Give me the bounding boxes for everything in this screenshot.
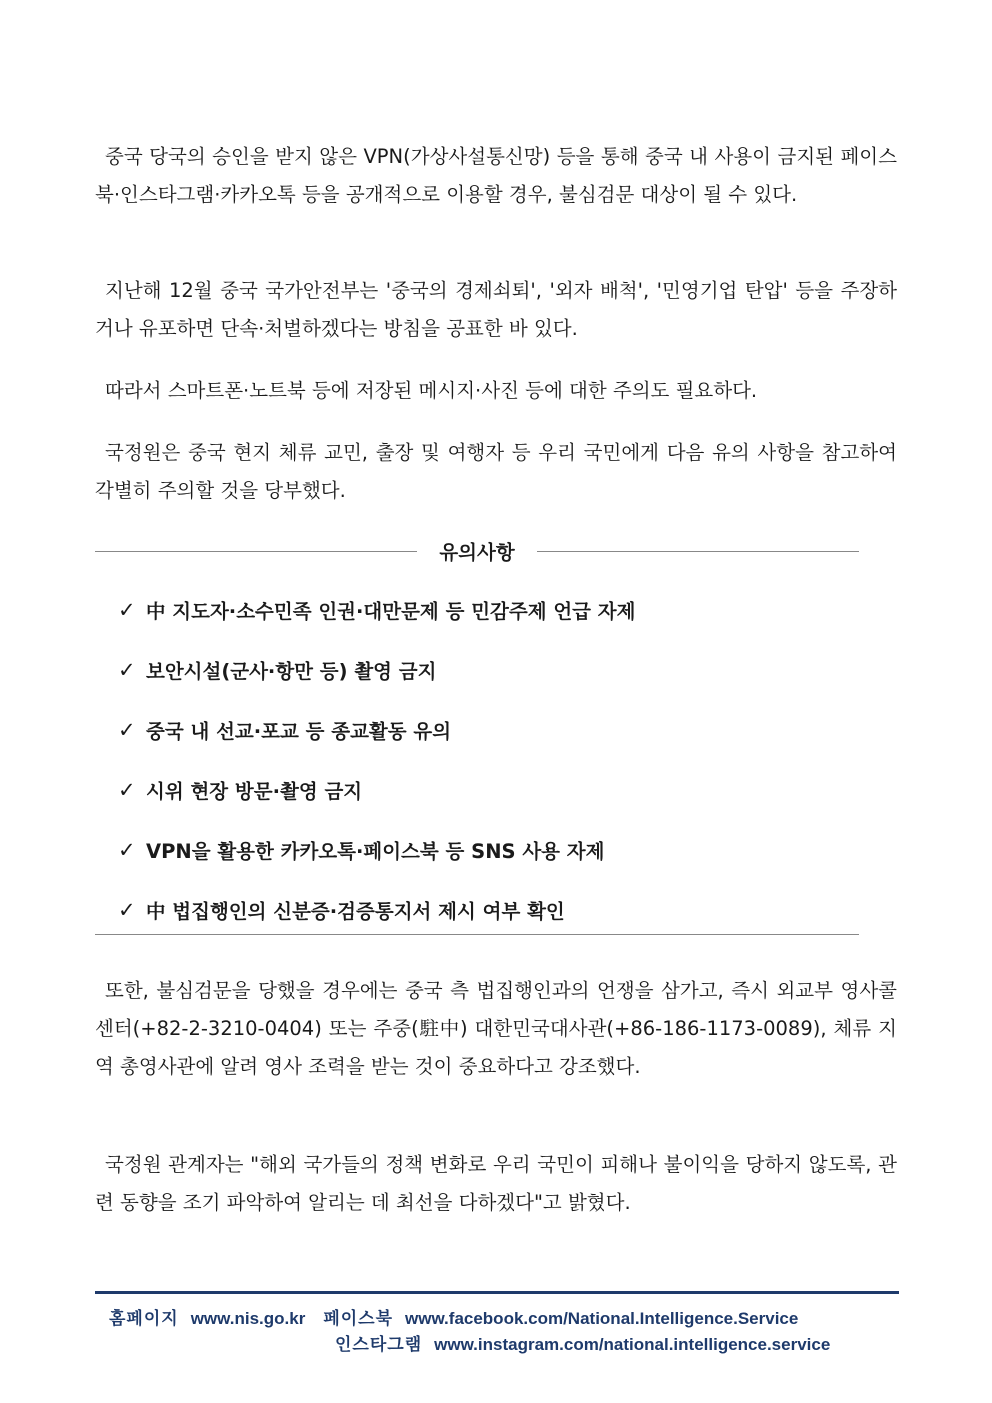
notice-item [118, 880, 635, 940]
checkmark-icon: ✓ [118, 838, 136, 862]
paragraph-device-caution: 따라서 스마트폰·노트북 등에 저장된 메시지·사진 등에 대한 주의도 필요하다. [105, 379, 758, 402]
homepage-label: 홈페이지 [109, 1309, 179, 1328]
divider-right [537, 551, 859, 552]
notice-header [95, 536, 859, 566]
divider-left [95, 551, 417, 552]
notice-item-text: 보안시설(군사·항만 등) 촬영 금지 [146, 660, 437, 683]
homepage-link[interactable]: www.nis.go.kr [190, 1309, 306, 1328]
notice-item [118, 700, 635, 760]
facebook-link[interactable]: www.facebook.com/National.Intelligence.Service [405, 1309, 799, 1328]
paragraph-official-quote: 국정원 관계자는 "해외 국가들의 정책 변화로 우리 국민이 피해나 불이익을 당하지 않도록, 관련 동향을 조기 파악하여 알리는 데 최선을 다하겠다"고 밝혔다. [95, 1153, 897, 1214]
paragraph-nis-advisory: 국정원은 중국 현지 체류 교민, 출장 및 여행자 등 우리 국민에게 다음 유의 사항을 참고하여 각별히 주의할 것을 당부했다. [95, 441, 897, 502]
notice-item-text: VPN을 활용한 카카오톡·페이스북 등 SNS 사용 자제 [146, 840, 605, 863]
notice-bottom-divider [95, 934, 859, 935]
checkmark-icon: ✓ [118, 598, 136, 622]
footer-divider [95, 1291, 899, 1294]
checkmark-icon: ✓ [118, 778, 136, 802]
paragraph-consular-contact: 또한, 불심검문을 당했을 경우에는 중국 측 법집행인과의 언쟁을 삼가고, 즉시 외교부 영사콜센터(+82-2-3210-0404) 또는 주중(駐中) 대한민국대사관(+86-186-1173-0089), 체류 지역 총영사관에 알려 영사 조력을 받는 것이 중요하다고 강조했다. [95, 979, 897, 1078]
notice-item [118, 580, 635, 640]
footer-line-2 [95, 1330, 992, 1355]
instagram-link[interactable]: www.instagram.com/national.intelligence.service [434, 1335, 831, 1354]
notice-item [118, 760, 635, 820]
notice-item-text: 중국 내 선교·포교 등 종교활동 유의 [146, 720, 452, 743]
notice-list [118, 580, 635, 940]
notice-item [118, 640, 635, 700]
facebook-label: 페이스북 [323, 1309, 394, 1328]
paragraph-vpn-warning: 중국 당국의 승인을 받지 않은 VPN(가상사설통신망) 등을 통해 중국 내 사용이 금지된 페이스북·인스타그램·카카오톡 등을 공개적으로 이용할 경우, 불심검문 대상이 될 수 있다. [95, 145, 897, 206]
checkmark-icon: ✓ [118, 898, 136, 922]
notice-title: 유의사항 [439, 541, 515, 564]
notice-item-text: 시위 현장 방문·촬영 금지 [146, 780, 363, 803]
paragraph-security-ministry: 지난해 12월 중국 국가안전부는 '중국의 경제쇠퇴', '외자 배척', '민영기업 탄압' 등을 주장하거나 유포하면 단속·처벌하겠다는 방침을 공표한 바 있다. [95, 279, 897, 340]
notice-item-text: 中 지도자·소수민족 인권·대만문제 등 민감주제 언급 자제 [146, 600, 636, 623]
notice-item [118, 820, 635, 880]
instagram-label: 인스타그램 [335, 1335, 423, 1354]
checkmark-icon: ✓ [118, 718, 136, 742]
notice-item-text: 中 법집행인의 신분증·검증통지서 제시 여부 확인 [146, 900, 565, 923]
checkmark-icon: ✓ [118, 658, 136, 682]
footer-line-1 [95, 1304, 913, 1329]
